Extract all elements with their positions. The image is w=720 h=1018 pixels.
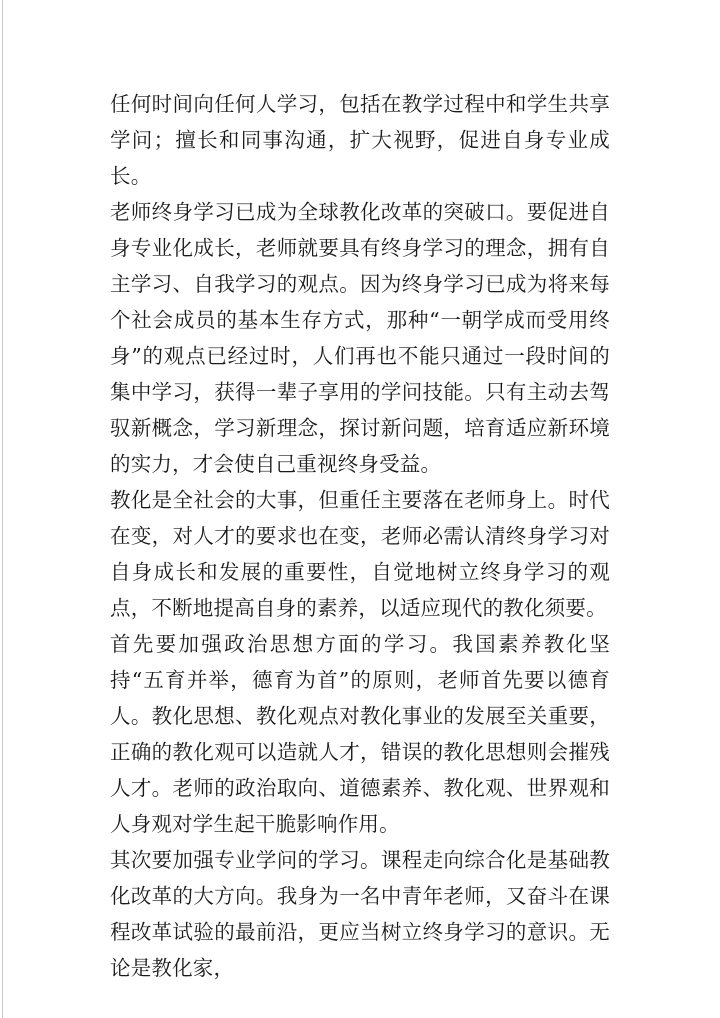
paragraph: 任何时间向任何人学习，包括在教学过程中和学生共享学问；擅长和同事沟通，扩大视野，促进自身专业成长。 xyxy=(110,92,610,188)
page-edge xyxy=(2,0,3,1018)
paragraph: 教化是全社会的大事，但重任主要落在老师身上。时代在变，对人才的要求也在变，老师必需认清终身学习对自身成长和发展的重要性，自觉地树立终身学习的观点，不断地提高自身的素养，以适应现代的教化须要。 xyxy=(110,488,610,620)
document-body xyxy=(110,86,610,986)
paragraph: 其次要加强专业学问的学习。课程走向综合化是基础教化改革的大方向。我身为一名中青年老师，又奋斗在课程改革试验的最前沿，更应当树立终身学习的意识。无论是教化家， xyxy=(110,848,610,980)
paragraph: 首先要加强政治思想方面的学习。我国素养教化坚持“五育并举，德育为首”的原则，老师首先要以德育人。教化思想、教化观点对教化事业的发展至关重要，正确的教化观可以造就人才，错误的教化思想则会摧残人才。老师的政治取向、道德素养、教化观、世界观和人身观对学生起干脆影响作用。 xyxy=(110,632,610,836)
paragraph: 老师终身学习已成为全球教化改革的突破口。要促进自身专业化成长，老师就要具有终身学习的理念，拥有自主学习、自我学习的观点。因为终身学习已成为将来每个社会成员的基本生存方式，那种“一朝学成而受用终身”的观点已经过时，人们再也不能只通过一段时间的集中学习，获得一辈子享用的学问技能。只有主动去驾驭新概念，学习新理念，探讨新问题，培育适应新环境的实力，才会使自己重视终身受益。 xyxy=(110,200,610,476)
